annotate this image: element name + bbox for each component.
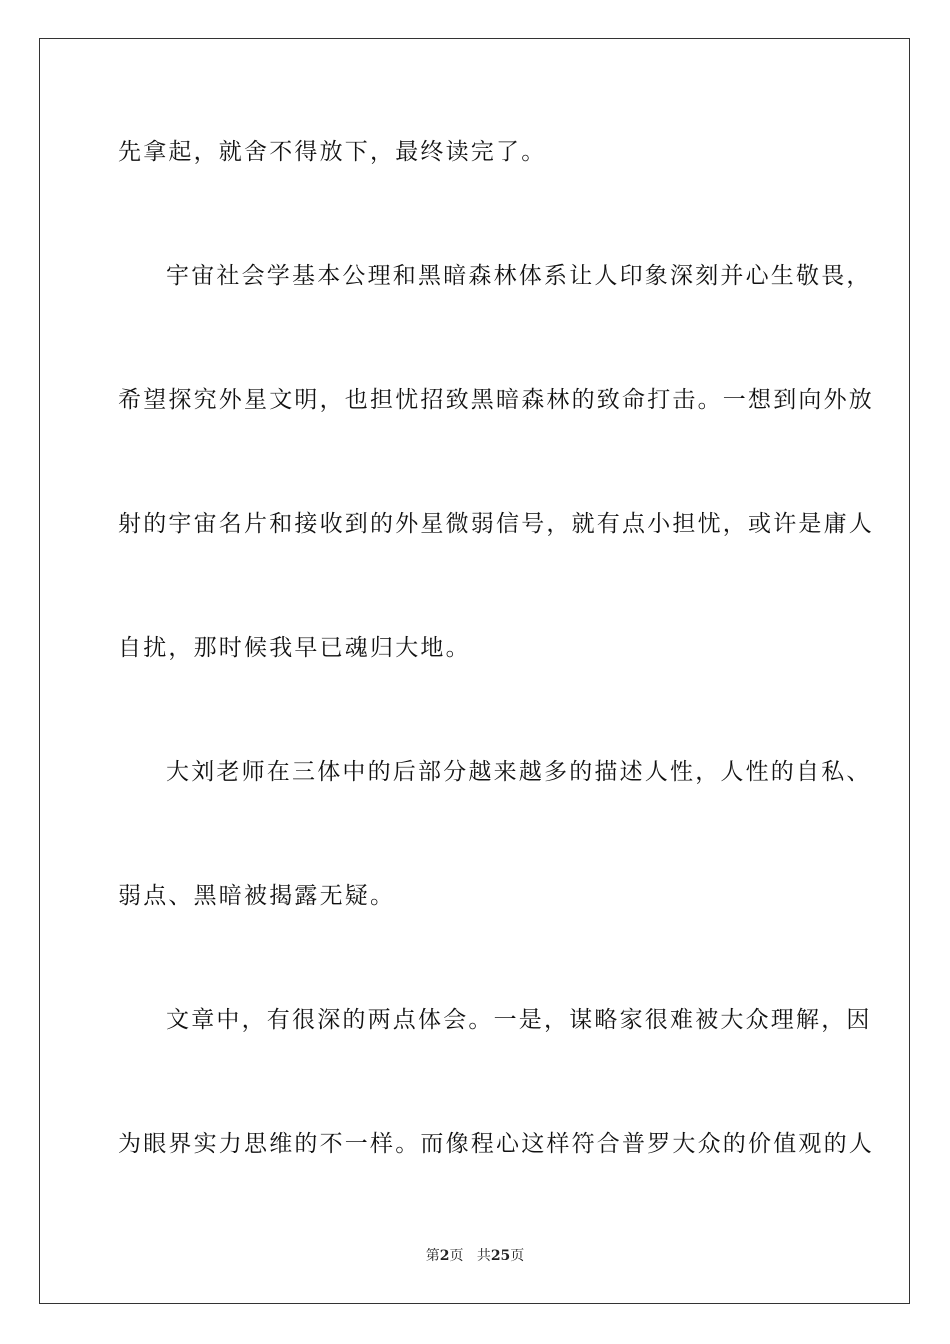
paragraph-line: 先拿起，就舍不得放下，最终读完了。 (118, 139, 547, 165)
total-prefix: 共 (476, 1248, 491, 1264)
page-prefix: 第 (425, 1248, 440, 1264)
total-pages: 25 (490, 1248, 511, 1264)
paragraph-line: 为眼界实力思维的不一样。而像程心这样符合普罗大众的价值观的人 (118, 1131, 874, 1157)
page-border (39, 38, 910, 1304)
page-footer (0, 1247, 950, 1265)
paragraph-line: 文章中，有很深的两点体会。一是，谋略家很难被大众理解，因 (166, 1007, 872, 1033)
page-number: 2 (439, 1248, 450, 1264)
paragraph-line: 射的宇宙名片和接收到的外星微弱信号，就有点小担忧，或许是庸人 (118, 511, 874, 537)
paragraph-line: 弱点、黑暗被揭露无疑。 (118, 883, 396, 909)
paragraph-line: 自扰，那时候我早已魂归大地。 (118, 635, 471, 661)
page-suffix: 页 (449, 1248, 464, 1264)
total-suffix: 页 (510, 1248, 525, 1264)
paragraph-line: 大刘老师在三体中的后部分越来越多的描述人性，人性的自私、 (166, 759, 872, 785)
paragraph-line: 希望探究外星文明，也担忧招致黑暗森林的致命打击。一想到向外放 (118, 387, 874, 413)
paragraph-line: 宇宙社会学基本公理和黑暗森林体系让人印象深刻并心生敬畏， (166, 263, 872, 289)
